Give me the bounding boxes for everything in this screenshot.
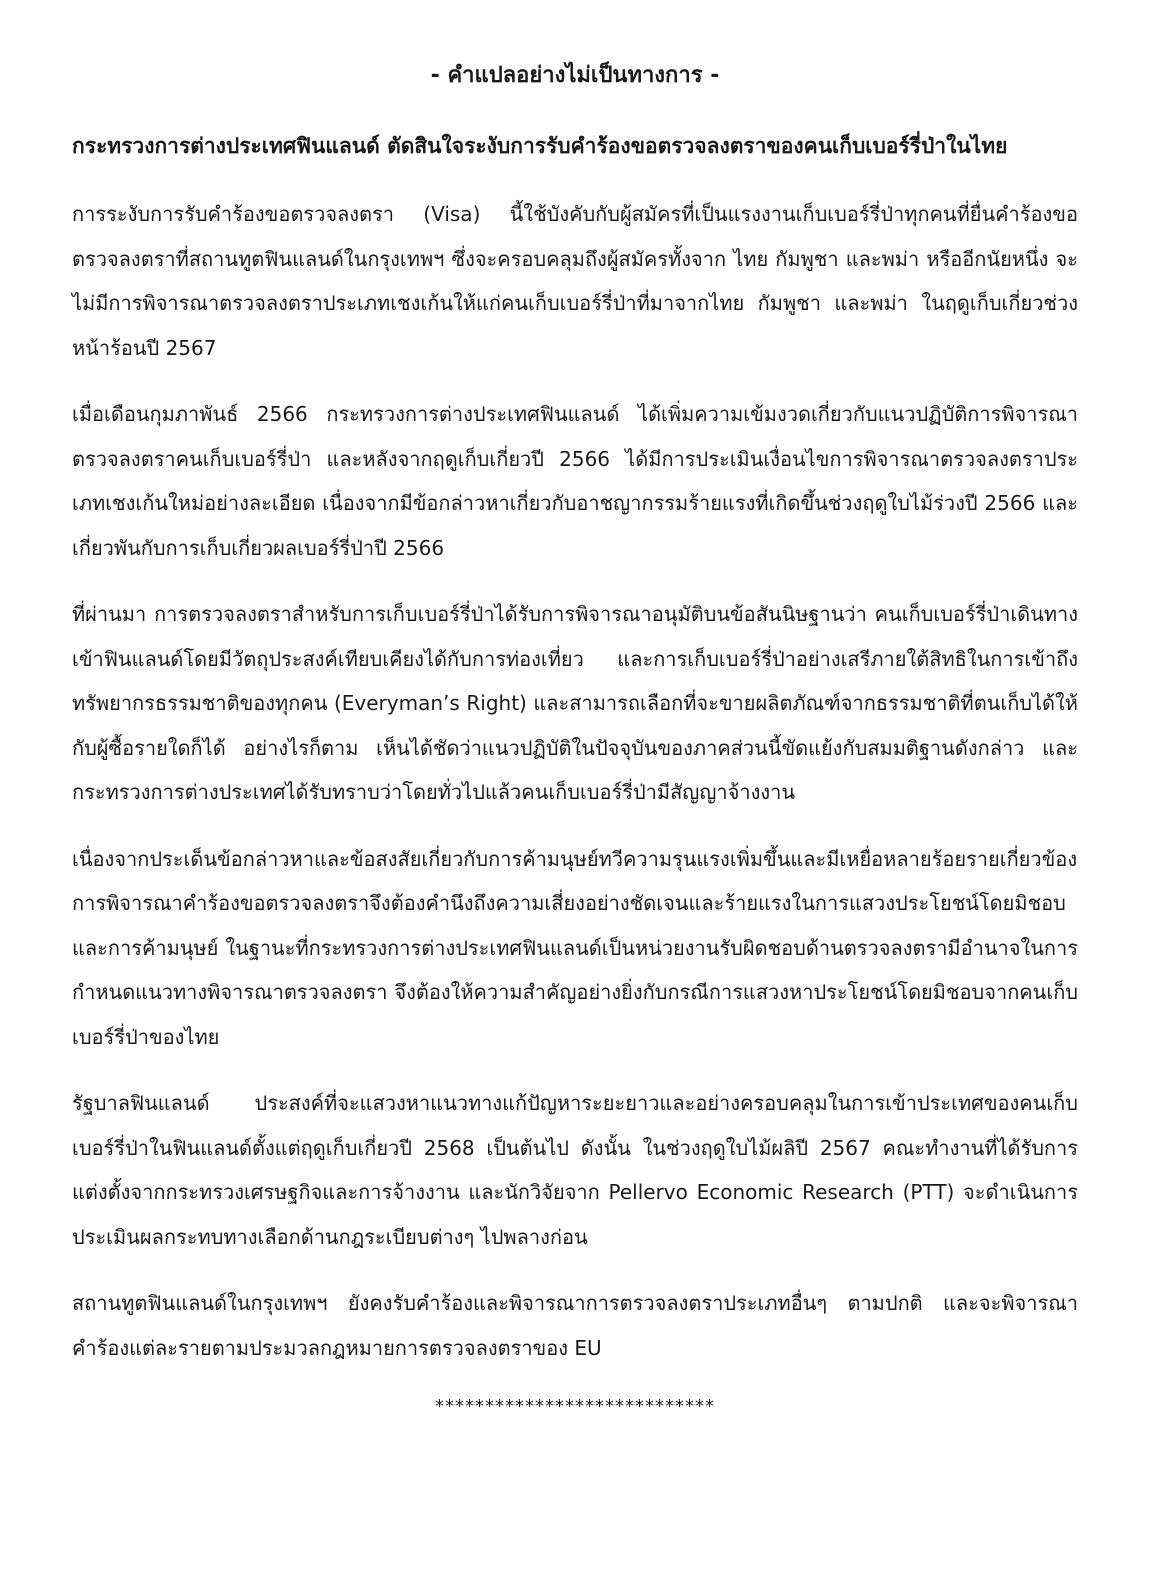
unofficial-translation-label: - คำแปลอย่างไม่เป็นทางการ -	[430, 63, 720, 88]
paragraph-3: ที่ผ่านมา การตรวจลงตราสำหรับการเก็บเบอร์รี่ป่าได้รับการพิจารณาอนุมัติบนข้อสันนิษฐานว่า คนเก็บเบอร์รี่ป่าเดินทางเข้าฟินแลนด์โดยมีวัตถุประสงค์เทียบเคียงได้กับการท่องเที่ยว และการเก็บเบอร์รี่ป่าอย่างเสรีภายใต้สิทธิในการเข้าถึงทรัพยากรธรรมชาติของทุกคน (Everyman’s Right) และสามารถเลือกที่จะขายผลิตภัณฑ์จากธรรมชาติที่ตนเก็บได้ให้กับผู้ซื้อรายใดก็ได้ อย่างไรก็ตาม เห็นได้ชัดว่าแนวปฏิบัติในปัจจุบันของภาคส่วนนี้ขัดแย้งกับสมมติฐานดังกล่าว และกระทรวงการต่างประเทศได้รับทราบว่าโดยทั่วไปแล้วคนเก็บเบอร์รี่ป่ามีสัญญาจ้างงาน	[72, 602, 1078, 804]
closing-separator: ****************************	[435, 1396, 715, 1417]
paragraph-1: การระงับการรับคำร้องขอตรวจลงตรา (Visa) นี้ใช้บังคับกับผู้สมัครที่เป็นแรงงานเก็บเบอร์รี่ป่าทุกคนที่ยื่นคำร้องขอตรวจลงตราที่สถานทูตฟินแลนด์ในกรุงเทพฯ ซึ่งจะครอบคลุมถึงผู้สมัครทั้งจาก ไทย กัมพูชา และพม่า หรืออีกนัยหนึ่ง จะไม่มีการพิจารณาตรวจลงตราประเภทเชงเก้นให้แก่คนเก็บเบอร์รี่ป่าที่มาจากไทย กัมพูชา และพม่า ในฤดูเก็บเกี่ยวช่วงหน้าร้อนปี 2567	[72, 202, 1078, 360]
paragraph-6: สถานทูตฟินแลนด์ในกรุงเทพฯ ยังคงรับคำร้องและพิจารณาการตรวจลงตราประเภทอื่นๆ ตามปกติ และจะพิจารณาคำร้องแต่ละรายตามประมวลกฎหมายการตรวจลงตราของ EU	[72, 1291, 1078, 1360]
paragraph-2: เมื่อเดือนกุมภาพันธ์ 2566 กระทรวงการต่างประเทศฟินแลนด์ ได้เพิ่มความเข้มงวดเกี่ยวกับแนวปฏิบัติการพิจารณาตรวจลงตราคนเก็บเบอร์รี่ป่า และหลังจากฤดูเก็บเกี่ยวปี 2566 ได้มีการประเมินเงื่อนไขการพิจารณาตรวจลงตราประเภทเชงเก้นใหม่อย่างละเอียด เนื่องจากมีข้อกล่าวหาเกี่ยวกับอาชญากรรมร้ายแรงที่เกิดขึ้นช่วงฤดูใบไม้ร่วงปี 2566 และเกี่ยวพันกับการเก็บเกี่ยวผลเบอร์รี่ป่าปี 2566	[72, 402, 1078, 560]
document-heading: กระทรวงการต่างประเทศฟินแลนด์ ตัดสินใจระงับการรับคำร้องขอตรวจลงตราของคนเก็บเบอร์รี่ป่าในไทย	[72, 134, 1008, 158]
document-page	[72, 60, 1078, 1417]
paragraph-5: รัฐบาลฟินแลนด์ ประสงค์ที่จะแสวงหาแนวทางแก้ปัญหาระยะยาวและอย่างครอบคลุมในการเข้าประเทศของคนเก็บเบอร์รี่ป่าในฟินแลนด์ตั้งแต่ฤดูเก็บเกี่ยวปี 2568 เป็นต้นไป ดังนั้น ในช่วงฤดูใบไม้ผลิปี 2567 คณะทำงานที่ได้รับการแต่งตั้งจากกระทรวงเศรษฐกิจและการจ้างงาน และนักวิจัยจาก Pellervo Economic Research (PTT) จะดำเนินการประเมินผลกระทบทางเลือกด้านกฎระเบียบต่างๆ ไปพลางก่อน	[72, 1091, 1078, 1249]
paragraph-4: เนื่องจากประเด็นข้อกล่าวหาและข้อสงสัยเกี่ยวกับการค้ามนุษย์ทวีความรุนแรงเพิ่มขึ้นและมีเหยื่อหลายร้อยรายเกี่ยวข้อง การพิจารณาคำร้องขอตรวจลงตราจึงต้องคำนึงถึงความเสี่ยงอย่างชัดเจนและร้ายแรงในการแสวงประโยชน์โดยมิชอบและการค้ามนุษย์ ในฐานะที่กระทรวงการต่างประเทศฟินแลนด์เป็นหน่วยงานรับผิดชอบด้านตรวจลงตรามีอำนาจในการกำหนดแนวทางพิจารณาตรวจลงตรา จึงต้องให้ความสำคัญอย่างยิ่งกับกรณีการแสวงหาประโยชน์โดยมิชอบจากคนเก็บเบอร์รี่ป่าของไทย	[72, 846, 1078, 1049]
